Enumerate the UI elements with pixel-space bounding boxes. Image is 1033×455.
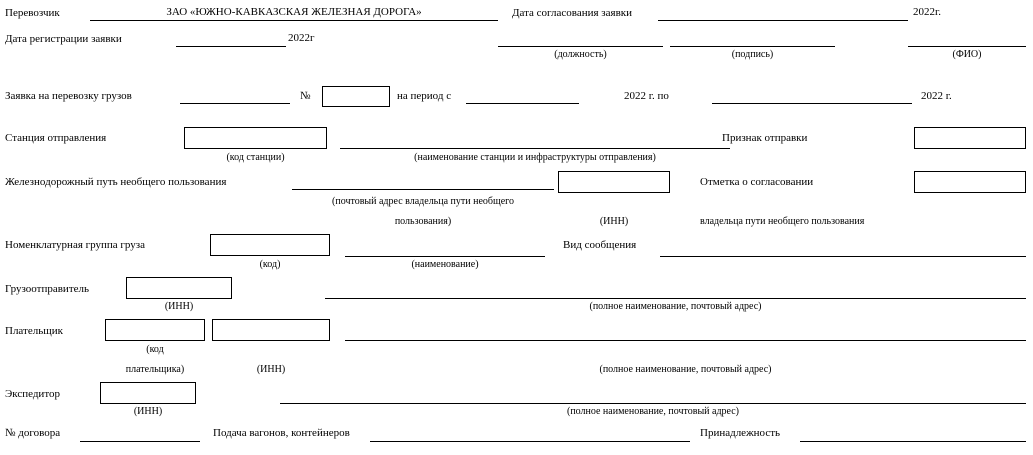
period-from-year[interactable]: 2022 г. по [624, 90, 669, 102]
consignor-inn-caption: (ИНН) [164, 301, 194, 312]
consignor-inn-input[interactable] [126, 277, 232, 299]
number-label: № [300, 90, 311, 102]
consignor-name-rule [325, 298, 1026, 299]
cargo-name-rule [345, 256, 545, 257]
request-rule [180, 103, 290, 104]
forwarder-inn-caption: (ИНН) [133, 406, 163, 417]
registration-date-value[interactable]: 2022г [288, 32, 315, 44]
period-to-rule [712, 103, 912, 104]
payer-code-caption-line2: плательщика) [125, 364, 185, 375]
station-name-rule [340, 148, 730, 149]
signature-caption: (подпись) [731, 49, 774, 60]
carrier-label: Перевозчик [5, 7, 60, 19]
ownership-label: Принадлежность [700, 427, 781, 439]
cargo-group-label: Номенклатурная группа груза [5, 239, 146, 251]
cargo-name-caption: (наименование) [411, 259, 479, 270]
position-rule [498, 46, 663, 47]
consignor-label: Грузоотправитель [5, 283, 90, 295]
fio-rule [908, 46, 1026, 47]
cargo-group-code-input[interactable] [210, 234, 330, 256]
ownership-rule [800, 441, 1026, 442]
period-label: на период с [397, 90, 452, 102]
registration-date-rule [176, 46, 286, 47]
payer-code-input[interactable] [105, 319, 205, 341]
payer-name-caption: (полное наименование, почтовый адрес) [599, 364, 772, 375]
payer-label: Плательщик [5, 325, 63, 337]
contract-label: № договора [5, 427, 61, 439]
forwarder-inn-input[interactable] [100, 382, 196, 404]
non-public-track-rule [292, 189, 554, 190]
wagons-supply-label: Подача вагонов, контейнеров [213, 427, 350, 439]
consignor-name-caption: (полное наименование, почтовый адрес) [589, 301, 762, 312]
track-inn-input[interactable] [558, 171, 670, 193]
forwarder-label: Экспедитор [5, 388, 60, 400]
payer-inn-input[interactable] [212, 319, 330, 341]
message-type-label: Вид сообщения [563, 239, 637, 251]
station-name-caption: (наименование станции и инфраструктуры отправления) [414, 152, 656, 163]
payer-name-rule [345, 340, 1026, 341]
registration-date-label: Дата регистрации заявки [5, 33, 122, 45]
approval-date-value[interactable]: 2022г. [913, 6, 942, 18]
contract-rule [80, 441, 200, 442]
approval-mark-label: Отметка о согласовании [700, 176, 814, 188]
approval-date-rule [658, 20, 908, 21]
payer-code-caption-line1: (код [146, 344, 164, 355]
forwarder-name-rule [280, 403, 1026, 404]
request-label: Заявка на перевозку грузов [5, 90, 132, 102]
approval-mark-input[interactable] [914, 171, 1026, 193]
position-caption: (должность) [554, 49, 607, 60]
cargo-code-caption: (код) [259, 259, 281, 270]
postal-address-caption-line1: (почтовый адрес владельца пути необщего [332, 196, 514, 207]
departure-sign-input[interactable] [914, 127, 1026, 149]
track-inn-caption: (ИНН) [599, 216, 629, 227]
payer-inn-caption: (ИНН) [256, 364, 286, 375]
departure-station-code-input[interactable] [184, 127, 327, 149]
wagons-supply-rule [370, 441, 690, 442]
signature-rule [670, 46, 835, 47]
period-to-year[interactable]: 2022 г. [921, 90, 952, 102]
number-input[interactable] [322, 86, 390, 107]
message-type-rule [660, 256, 1026, 257]
fio-caption: (ФИО) [952, 49, 982, 60]
departure-station-label: Станция отправления [5, 132, 107, 144]
approval-date-label: Дата согласования заявки [512, 7, 632, 19]
non-public-track-label: Железнодорожный путь необщего пользования [5, 176, 227, 188]
period-from-rule [466, 103, 579, 104]
station-code-caption: (код станции) [226, 152, 285, 163]
carrier-value[interactable]: ЗАО «ЮЖНО-КАВКАЗСКАЯ ЖЕЛЕЗНАЯ ДОРОГА» [166, 6, 422, 18]
carrier-rule [90, 20, 498, 21]
departure-sign-label: Признак отправки [722, 132, 808, 144]
postal-address-caption-line2: пользования) [394, 216, 452, 227]
forwarder-name-caption: (полное наименование, почтовый адрес) [566, 406, 740, 417]
track-owner-caption: владельца пути необщего пользования [700, 216, 865, 227]
